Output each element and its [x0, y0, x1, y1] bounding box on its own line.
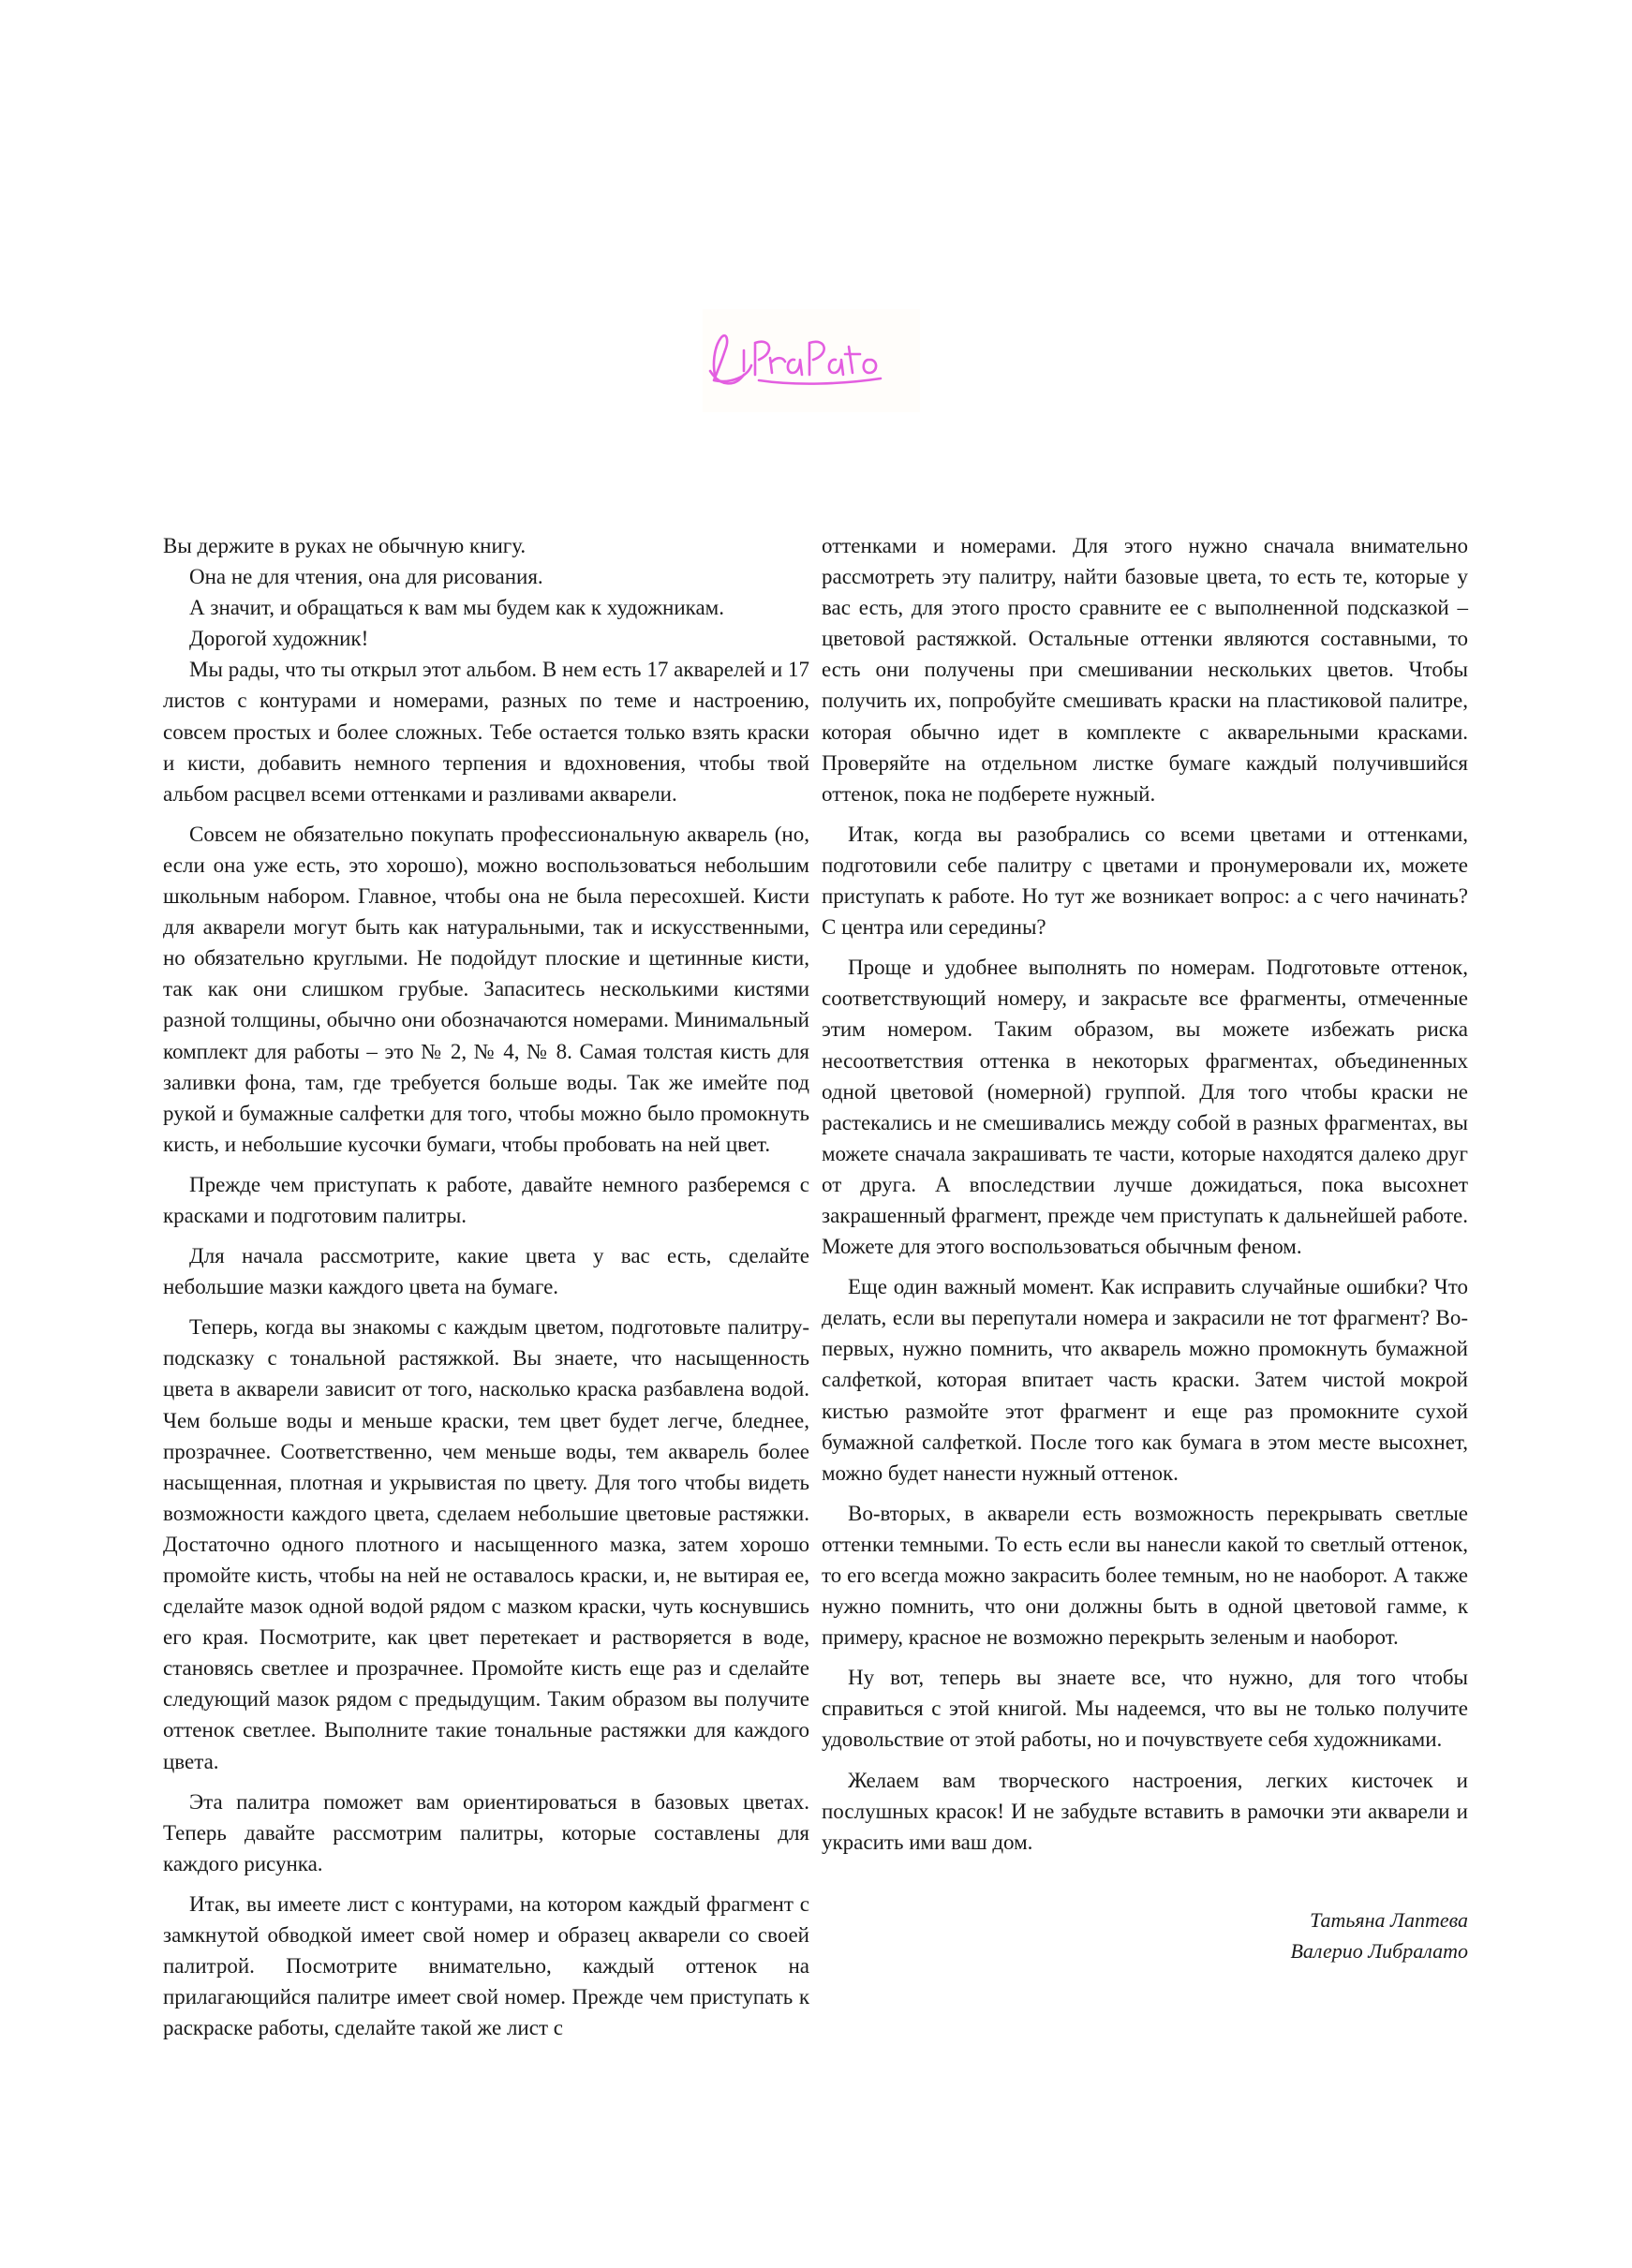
paragraph: Во-вторых, в акварели есть возможность перекрывать светлые оттенки темными. То есть если вы нанесли какой то светлый оттенок, то его всегда можно закрасить более темным, но не наоборот. А также нужно помнить, что они должны быть в одной цветовой гамме, к примеру, красное не возможно перекрыть зеленым и наоборот. [822, 1501, 1468, 1650]
greeting: Дорогой художник! [189, 627, 369, 651]
authors-block [1077, 1905, 1468, 1966]
paragraph: Проще и удобнее выполнять по номерам. Подготовьте оттенок, соответствующий номеру, и закрасьте все фрагменты, отмеченные этим номером. Таким образом, вы можете избежать риска несоответствия оттенка в некоторых фрагментах, объединенных одной цветовой (номерной) группой. Для того чтобы краски не растекались и не смешивались между собой в разных фрагментах, вы можете сначала закрашивать те части, которые находятся далеко друг от друга. А впоследствии лучше дожидаться, пока высохнет закрашенный фрагмент, прежде чем приступать к дальнейшей работе. Можете для этого воспользоваться обычным феном. [822, 956, 1468, 1259]
left-column [163, 530, 809, 2053]
right-column [822, 530, 1468, 1867]
paragraph: Желаем вам творческого настроения, легких кисточек и послушных красок! И не забудьте вставить в рамочки эти акварели и украсить ими ваш дом. [822, 1768, 1468, 1854]
paragraph: Мы рады, что ты открыл этот альбом. В нем есть 17 акварелей и 17 листов с контурами и номерами, разных по теме и настроению, совсем простых и более сложных. Тебе остается только взять краски и кисти, добавить немного терпения и вдохновения, чтобы твой альбом расцвел всеми оттенками и разливами акварели. [163, 658, 809, 806]
paragraph: Совсем не обязательно покупать профессиональную акварель (но, если она уже есть, это хорошо), можно воспользоваться небольшим школьным набором. Главное, чтобы она не была пересохшей. Кисти для акварели могут быть как натуральными, так и искусственными, но обязательно круглыми. Не подойдут плоские и щетинные кисти, так как они слишком грубые. Запаситесь несколькими кистями разной толщины, обычно они обозначаются номерами. Минимальный комплект для работы – это № 2, № 4, № 8. Самая толстая кисть для заливки фона, там, где требуется больше воды. Так же имейте под рукой и бумажные салфетки для того, чтобы можно было промокнуть кисть, и небольшие кусочки бумаги, чтобы пробовать на ней цвет. [163, 822, 809, 1156]
paragraph: Она не для чтения, она для рисования. [189, 565, 543, 589]
paragraph: Итак, когда вы разобрались со всеми цветами и оттенками, подготовили себе палитру с цветами и пронумеровали их, можете приступать к работе. Но тут же возникает вопрос: а с чего начинать? С центра или середины? [822, 822, 1468, 940]
signature-logo [703, 309, 920, 412]
signature-icon [703, 309, 920, 412]
paragraph: Теперь, когда вы знакомы с каждым цветом, подготовьте палитру-подсказку с тональной растяжкой. Вы знаете, что насыщенность цвета в акварели зависит от того, насколько краска разбавлена водой. Чем больше воды и меньше краски, тем цвет будет легче, бледнее, прозрачнее. Соответственно, чем меньше воды, тем акварель более насыщенная, плотная и укрывистая по цвету. Для того чтобы видеть возможности каждого цвета, сделаем небольшие цветовые растяжки. Достаточно одного плотного и насыщенного мазка, затем хорошо промойте кисть, чтобы на ней не оставалось краски, и, не вытирая ее, сделайте мазок одной водой рядом с мазком краски, чуть коснувшись его края. Посмотрите, как цвет перетекает и растворяется в воде, становясь светлее и прозрачнее. Промойте кисть еще раз и сделайте следующий мазок рядом с предыдущим. Таким образом вы получите оттенок светлее. Выполните такие тональные растяжки для каждого цвета. [163, 1315, 809, 1773]
paragraph: Для начала рассмотрите, какие цвета у вас есть, сделайте небольшие мазки каждого цвета на бумаге. [163, 1244, 809, 1299]
paragraph: А значит, и обращаться к вам мы будем как к художникам. [189, 596, 724, 620]
paragraph: Итак, вы имеете лист с контурами, на котором каждый фрагмент с замкнутой обводкой имеет свой номер и образец акварели со своей палитрой. Посмотрите внимательно, каждый оттенок на прилагающийся палитре имеет свой номер. Прежде чем приступать к раскраске работы, сделайте такой же лист с [163, 1891, 809, 2040]
paragraph: Прежде чем приступать к работе, давайте немного разберемся с красками и подготовим палитры. [163, 1172, 809, 1227]
author-name: Валерио Либралато [1290, 1939, 1468, 1963]
paragraph: оттенками и номерами. Для этого нужно сначала внимательно рассмотреть эту палитру, найти базовые цвета, то есть те, которые у вас есть, для этого просто сравните ее с выполненной подсказкой – цветовой растяжкой. Остальные оттенки являются составными, то есть они получены при смешивании нескольких цветов. Чтобы получить их, попробуйте смешивать краски на пластиковой палитре, которая обычно идет в комплекте с акварельными красками. Проверяйте на отдельном листке бумаге каждый получившийся оттенок, пока не подберете нужный. [822, 534, 1468, 806]
paragraph: Вы держите в руках не обычную книгу. [163, 534, 527, 557]
paragraph: Еще один важный момент. Как исправить случайные ошибки? Что делать, если вы перепутали номера и закрасили не тот фрагмент? Во-первых, нужно помнить, что акварель можно промокнуть бумажной салфеткой, которая впитает часть краски. Затем чистой мокрой кистью размойте этот фрагмент и еще раз промокните сухой бумажной салфеткой. После того как бумага в этом месте высохнет, можно будет нанести нужный оттенок. [822, 1275, 1468, 1485]
paragraph: Ну вот, теперь вы знаете все, что нужно, для того чтобы справиться с этой книгой. Мы надеемся, что вы не только получите удовольствие от этой работы, но и почувствуете себя художниками. [822, 1666, 1468, 1752]
author-name: Татьяна Лаптева [1310, 1908, 1468, 1932]
paragraph: Эта палитра поможет вам ориентироваться в базовых цветах. Теперь давайте рассмотрим палитры, которые составлены для каждого рисунка. [163, 1789, 809, 1875]
